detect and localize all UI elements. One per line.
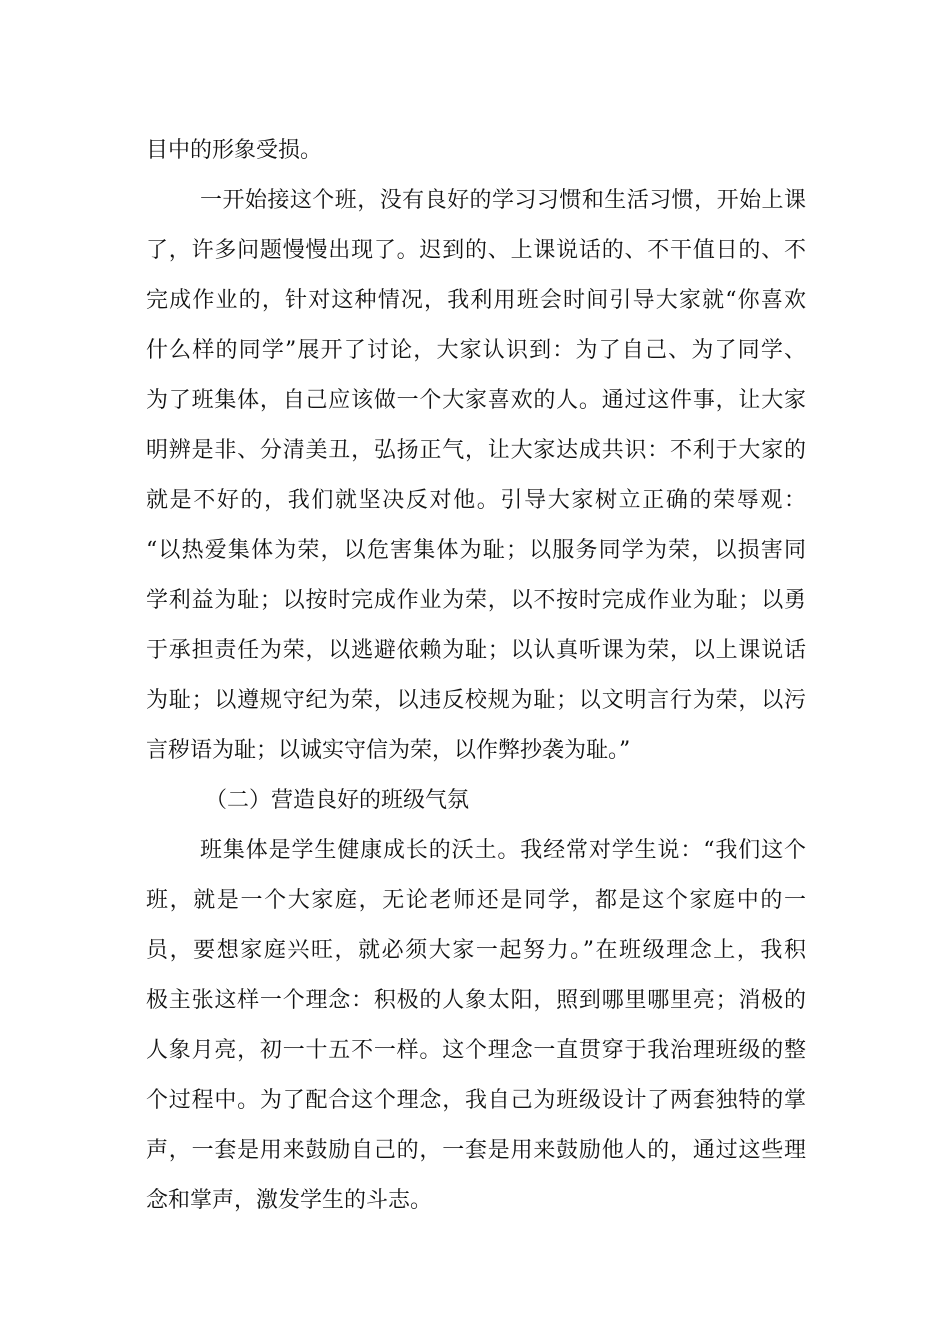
text-line: 于承担责任为荣，以逃避依赖为耻；以认真听课为荣，以上课说话: [146, 638, 806, 663]
text-line: 了，许多问题慢慢出现了。迟到的、上课说话的、不干值日的、不: [146, 238, 806, 263]
text-line: 学利益为耻；以按时完成作业为荣，以不按时完成作业为耻；以勇: [146, 588, 806, 613]
text-line: 就是不好的，我们就坚决反对他。引导大家树立正确的荣辱观：: [146, 488, 806, 513]
paragraph-first-line: 一开始接这个班，没有良好的学习习惯和生活习惯，开始上课: [200, 188, 806, 213]
text-line: 言秽语为耻；以诚实守信为荣，以作弊抄袭为耻。”: [146, 738, 631, 763]
paragraph-first-line: 班集体是学生健康成长的沃土。我经常对学生说：“我们这个: [200, 838, 806, 863]
text-line: 极主张这样一个理念：积极的人象太阳，照到哪里哪里亮；消极的: [146, 988, 806, 1013]
text-line: 完成作业的，针对这种情况，我利用班会时间引导大家就“你喜欢: [146, 288, 806, 313]
text-line: “以热爱集体为荣，以危害集体为耻；以服务同学为荣，以损害同: [146, 538, 806, 563]
text-line: 为了班集体，自己应该做一个大家喜欢的人。通过这件事，让大家: [146, 388, 806, 413]
text-line: 什么样的同学”展开了讨论，大家认识到：为了自己、为了同学、: [146, 338, 806, 363]
text-line: 目中的形象受损。: [146, 138, 323, 163]
text-line: 人象月亮，初一十五不一样。这个理念一直贯穿于我治理班级的整: [146, 1038, 806, 1063]
text-line: 念和掌声，激发学生的斗志。: [146, 1188, 433, 1213]
text-line: 员，要想家庭兴旺，就必须大家一起努力。”在班级理念上，我积: [146, 938, 806, 963]
text-line: 声，一套是用来鼓励自己的，一套是用来鼓励他人的，通过这些理: [146, 1138, 806, 1163]
text-line: 明辨是非、分清美丑，弘扬正气，让大家达成共识：不利于大家的: [146, 438, 806, 463]
text-line: 为耻；以遵规守纪为荣，以违反校规为耻；以文明言行为荣，以污: [146, 688, 806, 713]
text-line: 班，就是一个大家庭，无论老师还是同学，都是这个家庭中的一: [146, 888, 806, 913]
text-line: 个过程中。为了配合这个理念，我自己为班级设计了两套独特的掌: [146, 1088, 806, 1113]
section-heading: （二）营造良好的班级气氛: [205, 788, 470, 813]
